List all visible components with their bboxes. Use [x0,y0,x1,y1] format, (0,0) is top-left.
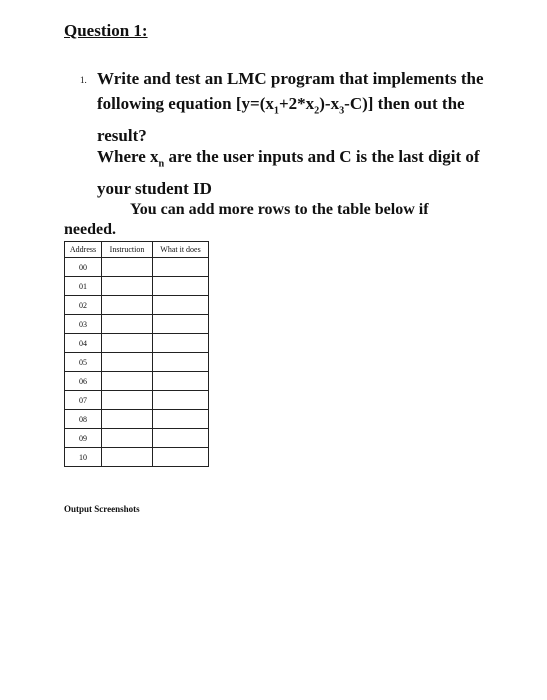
table-row [65,258,209,277]
description-cell[interactable] [153,372,209,391]
instruction-cell[interactable] [102,448,153,467]
table-row [65,429,209,448]
table-row [65,353,209,372]
instruction-cell[interactable] [102,372,153,391]
instruction-cell[interactable] [102,353,153,372]
table-header-row [65,242,209,258]
address-cell: 08 [65,410,102,429]
header-instruction: Instruction [102,242,153,258]
instruction-cell[interactable] [102,258,153,277]
description-cell[interactable] [153,296,209,315]
table-row [65,277,209,296]
description-cell[interactable] [153,315,209,334]
inputs-description: Where $x_n$ are the user inputs and C is the last digit of your student ID [97,147,480,199]
description-cell[interactable] [153,391,209,410]
address-cell: 09 [65,429,102,448]
description-cell[interactable] [153,277,209,296]
table-row [65,296,209,315]
description-cell[interactable] [153,410,209,429]
table-row [65,410,209,429]
output-screenshots-label: Output Screenshots [64,504,140,514]
instruction-cell[interactable] [102,391,153,410]
header-what-it-does: What it does [153,242,209,258]
instruction-cell[interactable] [102,277,153,296]
table-row [65,372,209,391]
instruction-cell[interactable] [102,296,153,315]
address-cell: 05 [65,353,102,372]
address-cell: 03 [65,315,102,334]
table-row [65,391,209,410]
description-cell[interactable] [153,334,209,353]
address-cell: 02 [65,296,102,315]
address-cell: 04 [65,334,102,353]
address-cell: 07 [65,391,102,410]
add-rows-note-end: needed. [64,221,116,238]
question-number: 1. [80,75,87,85]
add-rows-note: You can add more rows to the table below if [130,201,429,218]
instruction-cell[interactable] [102,429,153,448]
header-address: Address [65,242,102,258]
address-cell: 01 [65,277,102,296]
description-cell[interactable] [153,353,209,372]
address-cell: 06 [65,372,102,391]
table-row [65,315,209,334]
table-row [65,334,209,353]
address-cell: 10 [65,448,102,467]
description-cell[interactable] [153,258,209,277]
description-cell[interactable] [153,448,209,467]
instruction-cell[interactable] [102,315,153,334]
lmc-program-table [64,241,209,467]
table-row [65,448,209,467]
instruction-cell[interactable] [102,334,153,353]
address-cell: 00 [65,258,102,277]
question-heading: Question 1: [64,21,148,40]
instruction-cell[interactable] [102,410,153,429]
question-text: Write and test an LMC program that implements the following equation $[y=(x_1+2*x_2)-x_3-C)$] then out the result? [97,69,484,146]
description-cell[interactable] [153,429,209,448]
